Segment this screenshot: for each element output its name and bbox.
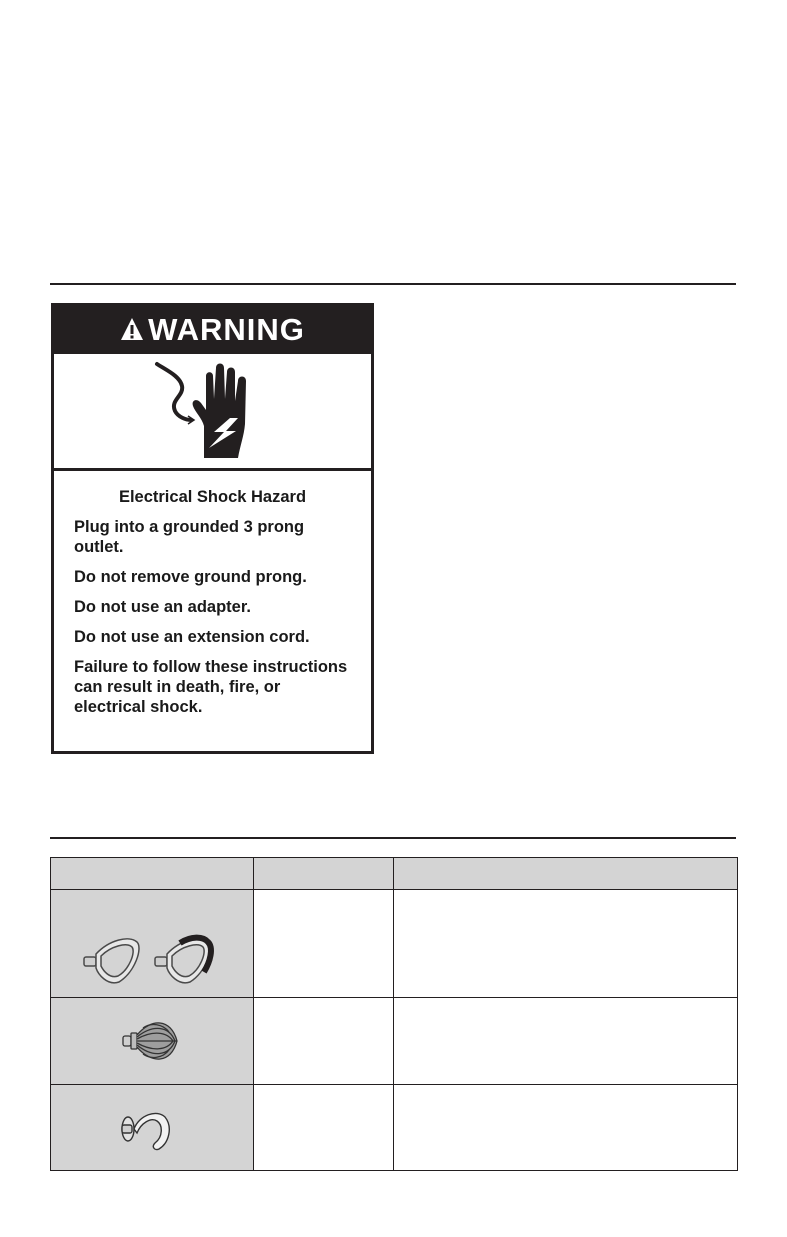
table-row — [51, 1085, 738, 1171]
table-image-cell — [51, 890, 254, 998]
warning-header — [54, 306, 371, 354]
warning-item: Do not use an extension cord. — [74, 628, 310, 646]
warning-text — [54, 471, 371, 717]
electrical-shock-hand-icon — [54, 354, 371, 468]
table-image-cell — [51, 998, 254, 1085]
table-header-cell — [394, 858, 738, 890]
warning-item: Do not remove ground prong. — [74, 568, 307, 586]
dough-hook-icon — [51, 1085, 254, 1170]
table-image-cell — [51, 1085, 254, 1171]
warning-box — [51, 303, 374, 754]
flat-beater-icon — [51, 890, 254, 997]
warning-item: Plug into a grounded 3 prong outlet. — [74, 518, 305, 556]
attachment-table — [50, 857, 738, 1171]
wire-whip-icon — [51, 998, 254, 1084]
table-header-cell — [51, 858, 254, 890]
warning-triangle-icon — [120, 317, 144, 341]
table-cell — [394, 890, 738, 998]
table-cell — [254, 998, 394, 1085]
top-divider — [50, 283, 736, 285]
warning-header-label: WARNING — [148, 312, 305, 347]
table-cell — [394, 998, 738, 1085]
warning-item: Failure to follow these instructions can result in death, fire, or electrical shock. — [74, 658, 348, 716]
shock-symbol-area — [54, 354, 371, 471]
table-header-cell — [254, 858, 394, 890]
middle-divider — [50, 837, 736, 839]
table-cell — [394, 1085, 738, 1171]
table-header-row — [51, 858, 738, 890]
table-cell — [254, 1085, 394, 1171]
warning-item: Do not use an adapter. — [74, 598, 251, 616]
table-row — [51, 998, 738, 1085]
table-cell — [254, 890, 394, 998]
table-row — [51, 890, 738, 998]
hazard-title: Electrical Shock Hazard — [118, 488, 307, 506]
